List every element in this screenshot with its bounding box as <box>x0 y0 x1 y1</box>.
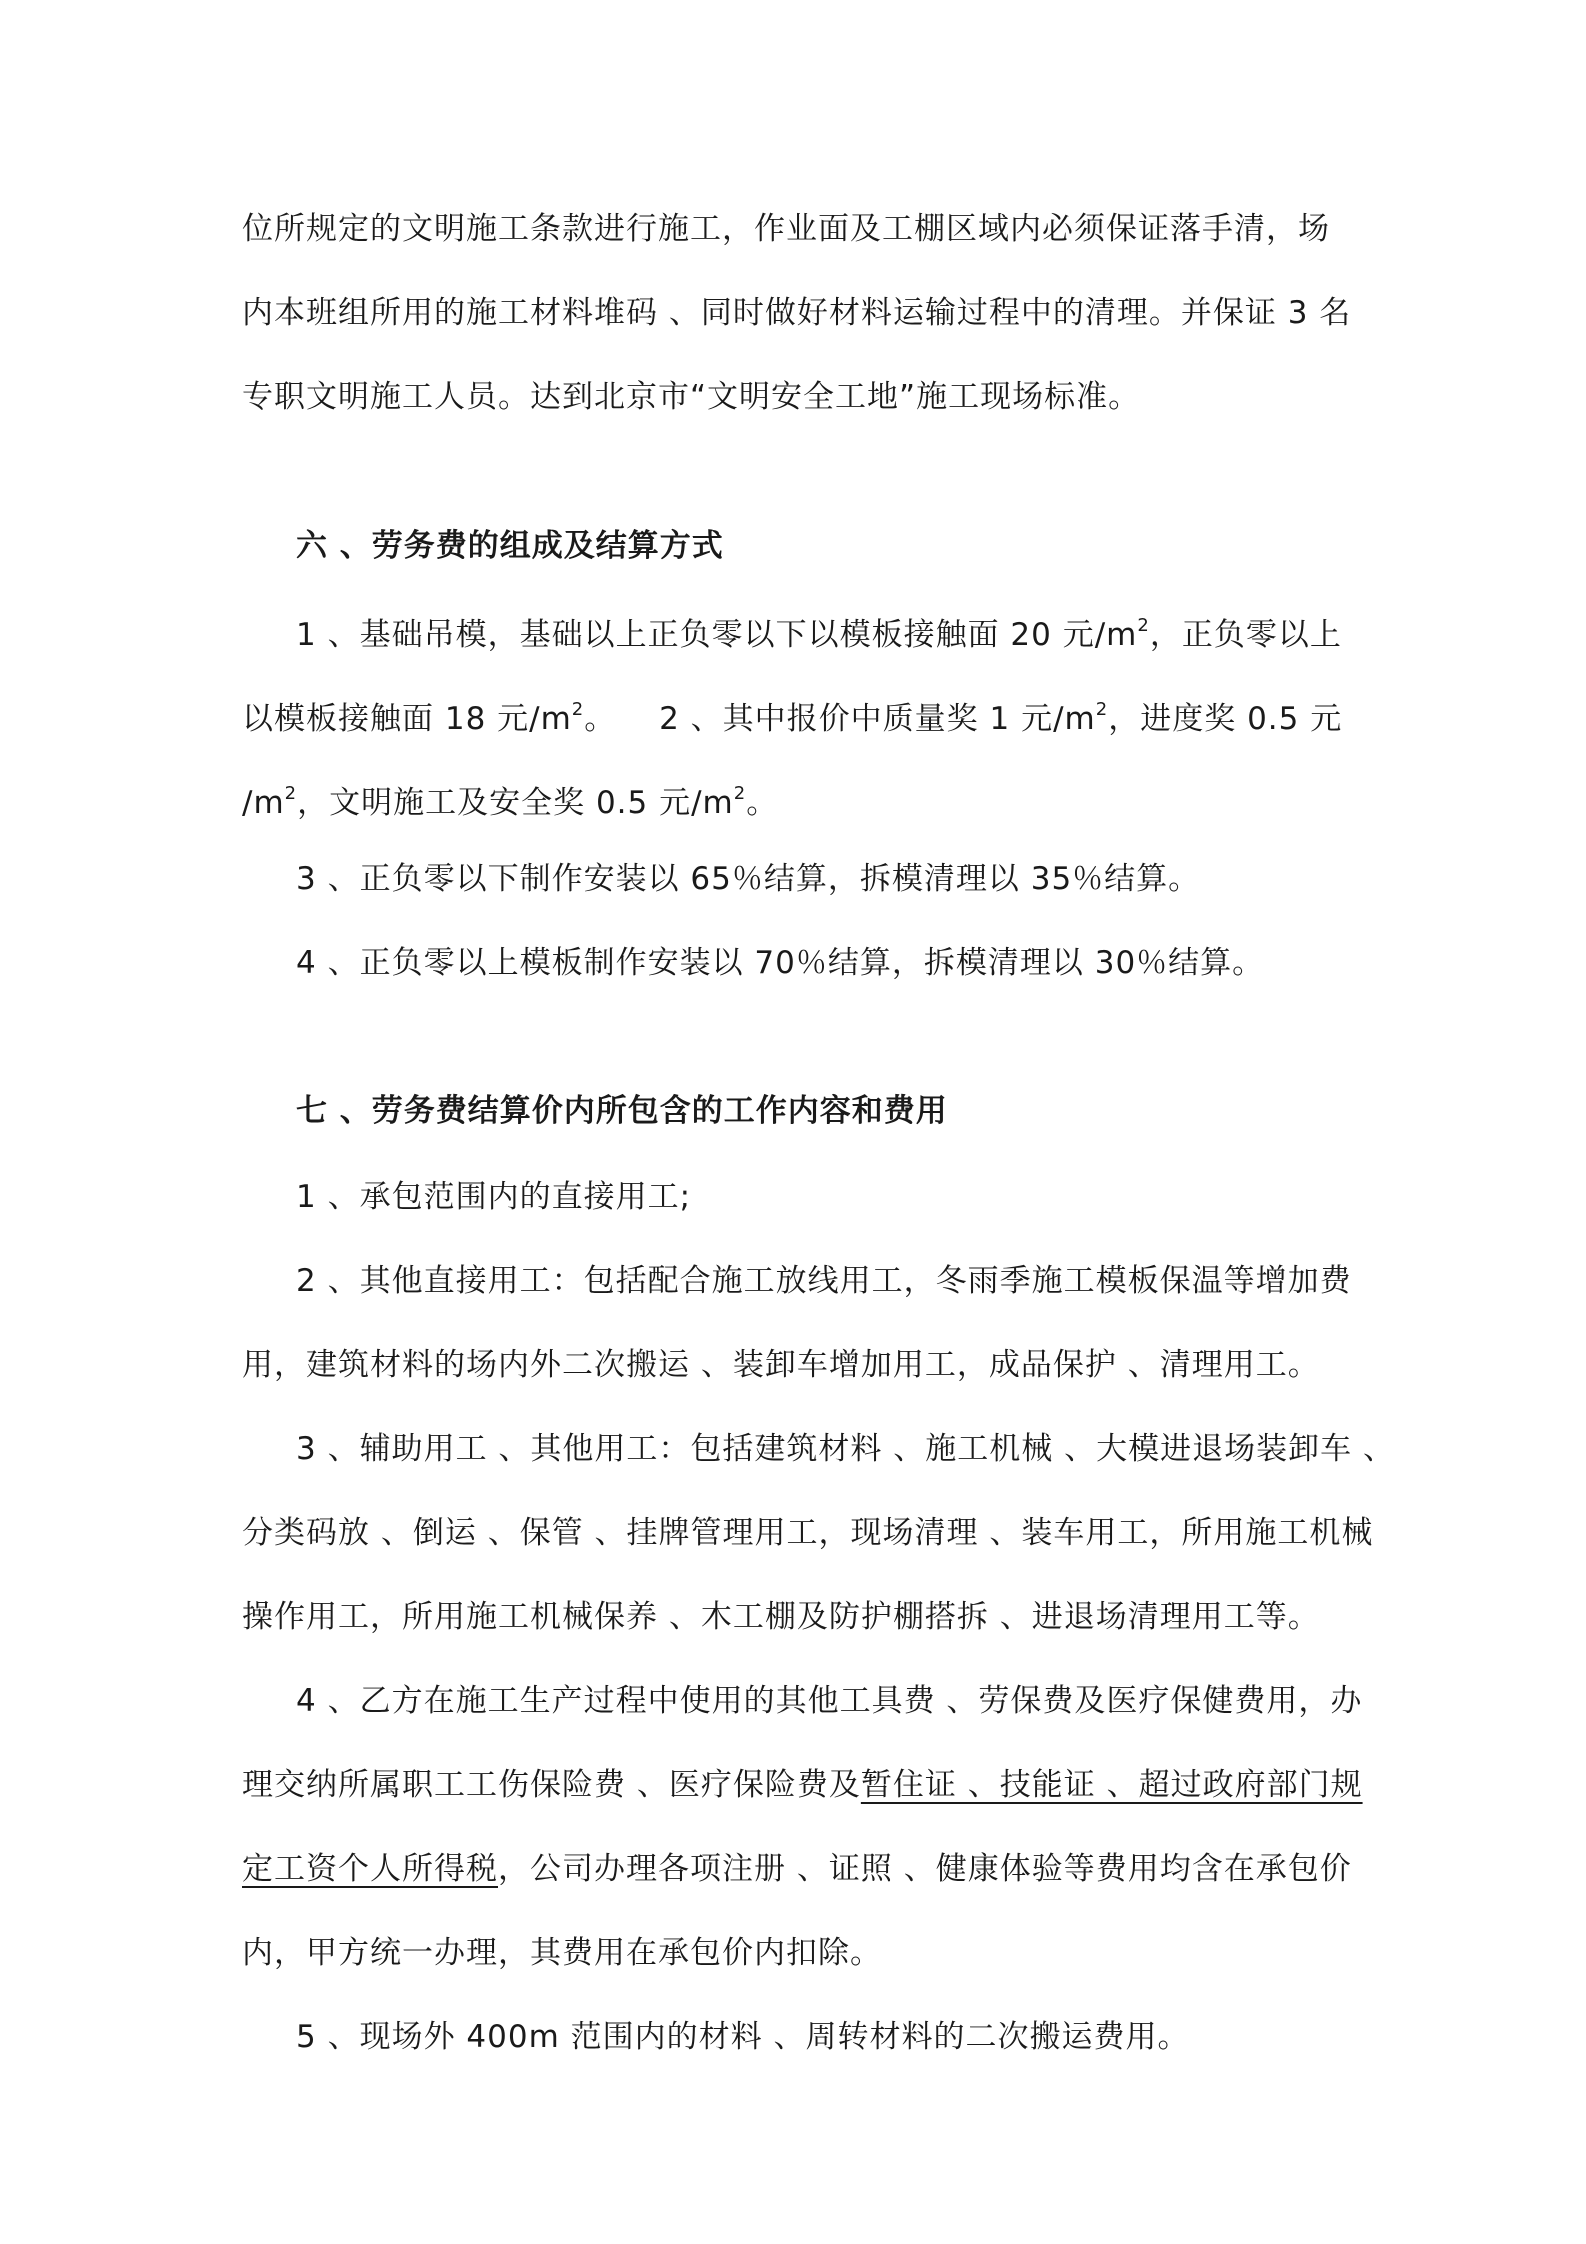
paragraph-line: 专职文明施工人员。达到北京市“文明安全工地”施工现场标准。 <box>242 379 1141 415</box>
underlined-text: 定工资个人所得税 <box>242 1851 498 1887</box>
list-item: 3 、正负零以下制作安装以 65％结算，拆模清理以 35％结算。 <box>296 861 1201 897</box>
paragraph-line: 内本班组所用的施工材料堆码 、同时做好材料运输过程中的清理。并保证 3 名 <box>242 295 1352 331</box>
list-item: 5 、现场外 400m 范围内的材料 、周转材料的二次搬运费用。 <box>296 2019 1190 2055</box>
list-item: $/m^2$，文明施工及安全奖 0.5 元$/m^2$。 <box>242 783 779 821</box>
list-item: 1 、基础吊模，基础以上正负零以下以模板接触面 20 元$/m^2$，正负零以上 <box>296 615 1342 653</box>
list-item: 4 、正负零以上模板制作安装以 70％结算，拆模清理以 30％结算。 <box>296 945 1265 981</box>
list-item: 2 、其他直接用工：包括配合施工放线用工，冬雨季施工模板保温等增加费 <box>296 1263 1352 1299</box>
list-item: 操作用工，所用施工机械保养 、木工棚及防护棚搭拆 、进退场清理用工等。 <box>242 1599 1320 1635</box>
list-item: 定工资个人所得税，公司办理各项注册 、证照 、健康体验等费用均含在承包价 <box>242 1851 1352 1887</box>
superscript: 2 <box>571 699 585 720</box>
superscript: 2 <box>1095 699 1109 720</box>
list-item: 4 、乙方在施工生产过程中使用的其他工具费 、劳保费及医疗保健费用，办 <box>296 1683 1363 1719</box>
underlined-text: 暂住证 、技能证 、超过政府部门规 <box>860 1767 1363 1803</box>
superscript: 2 <box>284 783 298 804</box>
section-heading: 六 、劳务费的组成及结算方式 <box>296 528 724 564</box>
paragraph-line: 位所规定的文明施工条款进行施工，作业面及工棚区域内必须保证落手清，场 <box>242 211 1330 247</box>
superscript: 2 <box>733 783 747 804</box>
section-heading: 七 、劳务费结算价内所包含的工作内容和费用 <box>296 1093 948 1129</box>
list-item: 用，建筑材料的场内外二次搬运 、装卸车增加用工，成品保护 、清理用工。 <box>242 1347 1320 1383</box>
list-item: 3 、辅助用工 、其他用工：包括建筑材料 、施工机械 、大模进退场装卸车 、 <box>296 1431 1395 1467</box>
list-item: 以模板接触面 18 元$/m^2$。 2 、其中报价中质量奖 1 元$/m^2$，进度奖 0.5 元 <box>242 699 1343 737</box>
superscript: 2 <box>1137 615 1150 636</box>
list-item: 内，甲方统一办理，其费用在承包价内扣除。 <box>242 1935 882 1971</box>
list-item: 1 、承包范围内的直接用工; <box>296 1179 692 1215</box>
list-item: 分类码放 、倒运 、保管 、挂牌管理用工，现场清理 、装车用工，所用施工机械 <box>242 1515 1374 1551</box>
list-item: 理交纳所属职工工伤保险费 、医疗保险费及暂住证 、技能证 、超过政府部门规 <box>242 1767 1363 1803</box>
